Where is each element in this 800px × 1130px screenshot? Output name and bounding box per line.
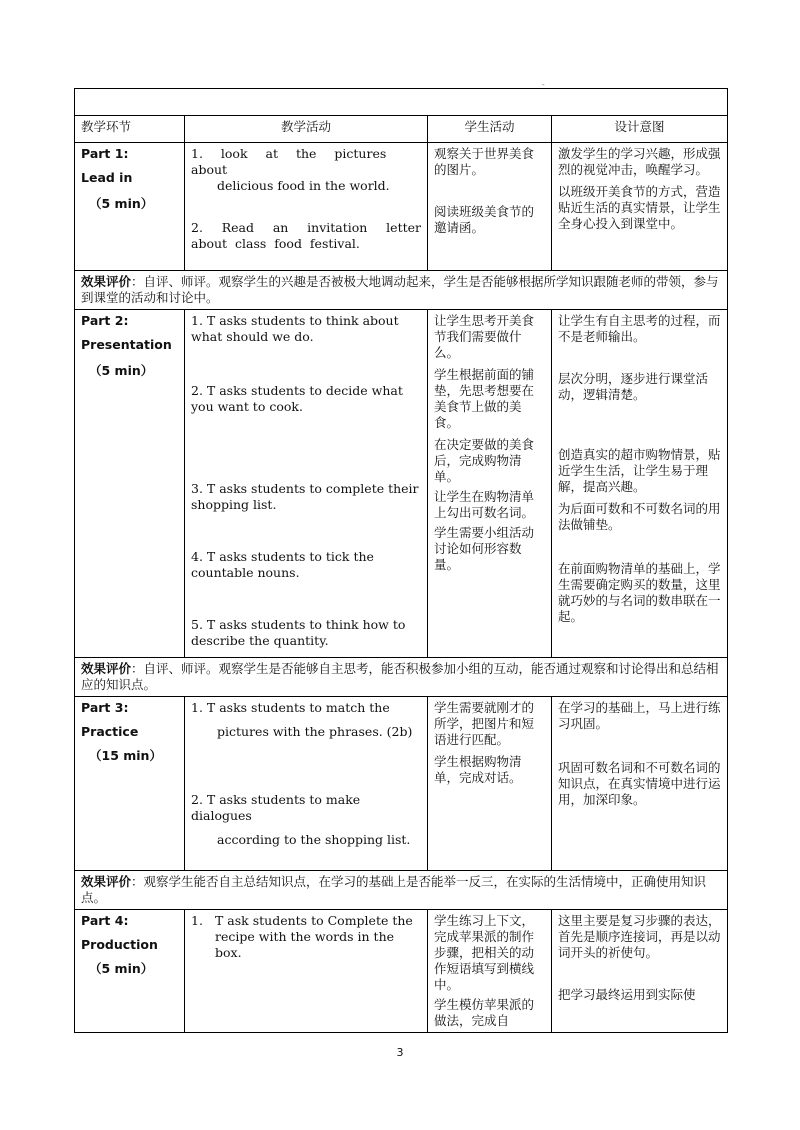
part4-design-1: 这里主要是复习步骤的表达，首先是顺序连接词，再是以动词开头的祈使句。 bbox=[558, 913, 721, 960]
part4-stage-cell bbox=[75, 910, 185, 1033]
part3-eval-row bbox=[75, 871, 728, 910]
part1-activity-1b: delicious food in the world. bbox=[217, 178, 390, 193]
part3-design-2: 巩固可数名词和不可数名词的知识点，在真实情境中进行运用，加深印象。 bbox=[558, 760, 721, 807]
part3-activity-cell bbox=[185, 697, 428, 871]
part1-design-1: 激发学生的学习兴趣，形成强烈的视觉冲击，唤醒学习。 bbox=[558, 146, 721, 177]
top-mark: - bbox=[542, 80, 545, 89]
part4-design-2: 把学习最终运用到实际使 bbox=[558, 987, 696, 1002]
part1-student-2: 阅读班级美食节的邀请函。 bbox=[434, 204, 535, 235]
part3-eval-label: 效果评价 bbox=[81, 874, 132, 889]
blank-row bbox=[75, 89, 728, 116]
part2-design-5: 在前面购物清单的基础上，学生需要确定购买的数量，这里就巧妙的与名词的数串联在一起。 bbox=[558, 561, 721, 624]
header-stage: 教学环节 bbox=[75, 116, 185, 143]
lesson-plan-table bbox=[74, 88, 728, 1033]
part4-name: Part 4: bbox=[81, 913, 129, 928]
part1-row bbox=[75, 143, 728, 271]
part1-eval-text: ：自评、师评。观察学生的兴趣是否被极大地调动起来，学生是否能够根据所学知识跟随老师的带领，参与到课堂的活动和讨论中。 bbox=[81, 274, 719, 305]
part3-design-1: 在学习的基础上，马上进行练习巩固。 bbox=[558, 700, 721, 731]
part2-activity-5: 5. T asks students to think how to describe the quantity. bbox=[191, 617, 406, 648]
part1-design-2: 以班级开美食节的方式，营造贴近生活的真实情景，让学生全身心投入到课堂中。 bbox=[558, 184, 721, 231]
part1-eval-row bbox=[75, 271, 728, 310]
part2-name: Part 2: bbox=[81, 313, 129, 328]
part3-stage-cell bbox=[75, 697, 185, 871]
part4-activity-1: T ask students to Complete the recipe with the words in the box. bbox=[215, 913, 413, 960]
part2-row bbox=[75, 310, 728, 658]
part4-activity-cell bbox=[185, 910, 428, 1033]
part1-activity-cell bbox=[185, 143, 428, 271]
part4-design-cell bbox=[552, 910, 728, 1033]
part2-design-1: 让学生有自主思考的过程，而不是老师输出。 bbox=[558, 313, 721, 344]
part2-activity-2: 2. T asks students to decide what you want to cook. bbox=[191, 383, 403, 414]
part2-stage-cell bbox=[75, 310, 185, 658]
part3-name: Part 3: bbox=[81, 700, 129, 715]
header-design-intent: 设计意图 bbox=[552, 116, 728, 143]
part3-row bbox=[75, 697, 728, 871]
part3-activity-1a: 1. T asks students to match the bbox=[191, 700, 390, 715]
part1-eval-label: 效果评价 bbox=[81, 274, 132, 289]
part1-student-1: 观察关于世界美食的图片。 bbox=[434, 146, 535, 177]
part4-row bbox=[75, 910, 728, 1033]
part4-student-2: 学生模仿苹果派的做法，完成自 bbox=[434, 997, 535, 1028]
part1-stage-cell bbox=[75, 143, 185, 271]
part1-design-cell bbox=[552, 143, 728, 271]
part2-student-cell bbox=[428, 310, 552, 658]
part2-activity-cell bbox=[185, 310, 428, 658]
part3-eval-cell bbox=[75, 871, 728, 910]
part2-eval-row bbox=[75, 658, 728, 697]
part1-activity-2: 2. Read an invitation letter about class food festival. bbox=[191, 220, 421, 251]
part2-eval-label: 效果评价 bbox=[81, 661, 132, 676]
part1-sub: Lead in bbox=[81, 170, 133, 185]
part1-eval-cell bbox=[75, 271, 728, 310]
page-number: 3 bbox=[396, 1046, 404, 1059]
part2-student-5: 学生需要小组活动讨论如何形容数量。 bbox=[434, 525, 535, 572]
part2-design-2: 层次分明，逐步进行课堂活动，逻辑清楚。 bbox=[558, 371, 709, 402]
part2-design-3: 创造真实的超市购物情景，贴近学生生活，让学生易于理解，提高兴趣。 bbox=[558, 447, 721, 494]
part2-design-4: 为后面可数和不可数名词的用法做铺垫。 bbox=[558, 501, 721, 532]
part2-time: （5 min） bbox=[89, 363, 154, 378]
part1-student-cell bbox=[428, 143, 552, 271]
part3-student-2: 学生根据购物清单，完成对话。 bbox=[434, 754, 522, 785]
part3-student-cell bbox=[428, 697, 552, 871]
part2-student-2: 学生根据前面的铺垫，先思考想要在美食节上做的美食。 bbox=[434, 367, 535, 430]
part2-activity-4: 4. T asks students to tick the countable nouns. bbox=[191, 549, 374, 580]
part2-student-3: 在决定要做的美食后，完成购物清单。 bbox=[434, 437, 535, 484]
part3-design-cell bbox=[552, 697, 728, 871]
part1-activity-1a: 1. look at the pictures about bbox=[191, 146, 387, 177]
part2-sub: Presentation bbox=[81, 337, 172, 352]
part2-student-4: 让学生在购物清单上勾出可数名词。 bbox=[434, 489, 535, 520]
part3-activity-1b: pictures with the phrases. (2b) bbox=[217, 724, 413, 739]
part4-time: （5 min） bbox=[89, 961, 154, 976]
blank-cell bbox=[75, 89, 728, 116]
part4-student-1: 学生练习上下文，完成苹果派的制作步骤，把相关的动作短语填写到横线中。 bbox=[434, 913, 535, 992]
part2-eval-cell bbox=[75, 658, 728, 697]
part3-student-1: 学生需要就刚才的所学，把图片和短语进行匹配。 bbox=[434, 700, 535, 747]
part3-activity-2b: according to the shopping list. bbox=[217, 832, 411, 847]
part3-activity-2a: 2. T asks students to make dialogues bbox=[191, 792, 361, 823]
part2-eval-text: ：自评、师评。观察学生是否能够自主思考，能否积极参加小组的互动，能否通过观察和讨论得出和总结相应的知识点。 bbox=[81, 661, 719, 692]
part1-time: （5 min） bbox=[89, 196, 154, 211]
part3-time: （15 min） bbox=[89, 748, 162, 763]
header-teaching-activity: 教学活动 bbox=[185, 116, 428, 143]
header-student-activity: 学生活动 bbox=[428, 116, 552, 143]
part3-eval-text: ：观察学生能否自主总结知识点，在学习的基础上是否能举一反三，在实际的生活情境中，正确使用知识点。 bbox=[81, 874, 707, 905]
part2-activity-1: 1. T asks students to think about what should we do. bbox=[191, 313, 399, 344]
part2-activity-3: 3. T asks students to complete their shopping list. bbox=[191, 481, 419, 512]
part4-sub: Production bbox=[81, 937, 158, 952]
part4-activity-number: 1. bbox=[191, 913, 203, 928]
part4-student-cell bbox=[428, 910, 552, 1033]
table-header-row bbox=[75, 116, 728, 143]
part1-name: Part 1: bbox=[81, 146, 129, 161]
part3-sub: Practice bbox=[81, 724, 139, 739]
part2-student-1: 让学生思考开美食节我们需要做什么。 bbox=[434, 313, 535, 360]
part2-design-cell bbox=[552, 310, 728, 658]
